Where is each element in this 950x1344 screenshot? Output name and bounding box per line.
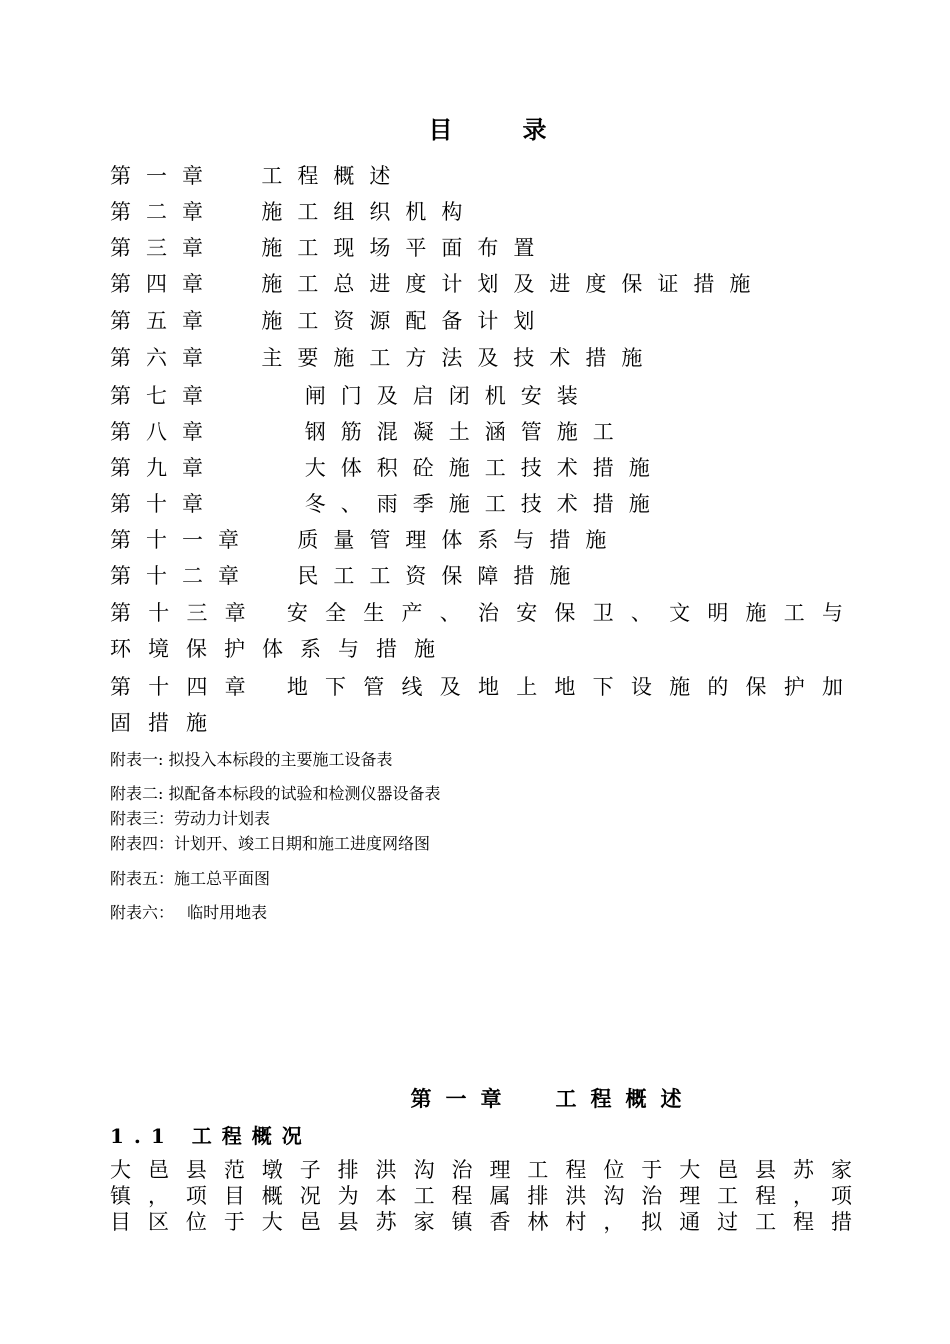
chapter-title: 工程概述 — [261, 164, 406, 188]
chapter-number: 第七章 — [110, 384, 218, 408]
chapter-title: 闸门及启闭机安装 — [304, 384, 593, 408]
chapter-title: 施工资源配备计划 — [261, 309, 550, 333]
toc-chapter-14[interactable] — [110, 669, 860, 741]
toc-chapter-2[interactable] — [110, 194, 860, 230]
toc-appendix-6[interactable]: 附表六： 临时用地表 — [110, 903, 268, 922]
toc-chapter-3[interactable] — [110, 230, 860, 266]
toc-appendix-4[interactable]: 附表四：计划开、竣工日期和施工进度网络图 — [110, 834, 431, 853]
chapter-title: 地下管线及地上地下设施的保护加 — [286, 675, 861, 699]
chapter-title: 钢筋混凝土涵管施工 — [304, 420, 629, 444]
toc-chapter-8[interactable] — [110, 414, 860, 450]
chapter-number: 第九章 — [110, 456, 218, 480]
toc-chapter-7[interactable] — [110, 378, 860, 414]
toc-appendix-1[interactable]: 附表一: 拟投入本标段的主要施工设备表 — [110, 750, 393, 769]
chapter-title: 施工总进度计划及进度保证措施 — [261, 272, 766, 296]
toc-chapter-5[interactable] — [110, 303, 860, 339]
chapter-1-title: 工程概述 — [555, 1086, 696, 1111]
toc-title-left: 目 — [428, 115, 453, 144]
chapter-number: 第六章 — [110, 346, 218, 370]
toc-chapter-4[interactable] — [110, 266, 860, 302]
toc-chapter-12[interactable] — [110, 558, 860, 594]
toc-appendix-2[interactable]: 附表二: 拟配备本标段的试验和检测仪器设备表 — [110, 784, 441, 803]
chapter-number: 第十三章 — [110, 601, 263, 625]
toc-appendix-3[interactable]: 附表三：劳动力计划表 — [110, 809, 271, 828]
chapter-number: 第四章 — [110, 272, 218, 296]
toc-chapter-9[interactable] — [110, 450, 860, 486]
toc-chapter-13[interactable] — [110, 595, 860, 667]
body-line: 镇，项目概况为本工程属排洪沟治理工程，项 — [110, 1184, 860, 1208]
chapter-title: 主要施工方法及技术措施 — [261, 346, 658, 370]
toc-chapter-6[interactable] — [110, 340, 860, 376]
chapter-number: 第一章 — [110, 164, 218, 188]
chapter-title-continued: 环境保护体系与措施 — [110, 637, 452, 661]
section-heading: 1.1 工程概况 — [110, 1124, 312, 1148]
chapter-number: 第十四章 — [110, 675, 263, 699]
chapter-title: 施工组织机构 — [261, 200, 478, 224]
chapter-number: 第五章 — [110, 309, 218, 333]
toc-chapter-11[interactable] — [110, 522, 860, 558]
chapter-number: 第二章 — [110, 200, 218, 224]
chapter-1-number: 第一章 — [410, 1086, 516, 1111]
chapter-number: 第三章 — [110, 236, 218, 260]
toc-chapter-10[interactable] — [110, 486, 860, 522]
chapter-number: 第八章 — [110, 420, 218, 444]
chapter-1-heading — [0, 1083, 950, 1113]
toc-title-right: 录 — [522, 115, 547, 144]
chapter-title-continued: 固措施 — [110, 711, 224, 735]
body-line: 大邑县范墩子排洪沟治理工程位于大邑县苏家 — [110, 1158, 860, 1182]
chapter-title: 安全生产、治安保卫、文明施工与 — [286, 601, 861, 625]
chapter-title: 质量管理体系与措施 — [297, 528, 622, 552]
toc-appendix-5[interactable]: 附表五：施工总平面图 — [110, 869, 271, 888]
chapter-title: 大体积砼施工技术措施 — [304, 456, 665, 480]
body-paragraph — [110, 1157, 860, 1235]
chapter-title: 冬、雨季施工技术措施 — [304, 492, 665, 516]
chapter-number: 第十章 — [110, 492, 218, 516]
chapter-number: 第十二章 — [110, 564, 254, 588]
toc-chapter-1[interactable] — [110, 158, 860, 194]
toc-title — [0, 110, 950, 145]
body-line: 目区位于大邑县苏家镇香林村，拟通过工程措 — [110, 1210, 860, 1234]
chapter-title: 民工工资保障措施 — [297, 564, 586, 588]
chapter-title: 施工现场平面布置 — [261, 236, 550, 260]
chapter-number: 第十一章 — [110, 528, 254, 552]
